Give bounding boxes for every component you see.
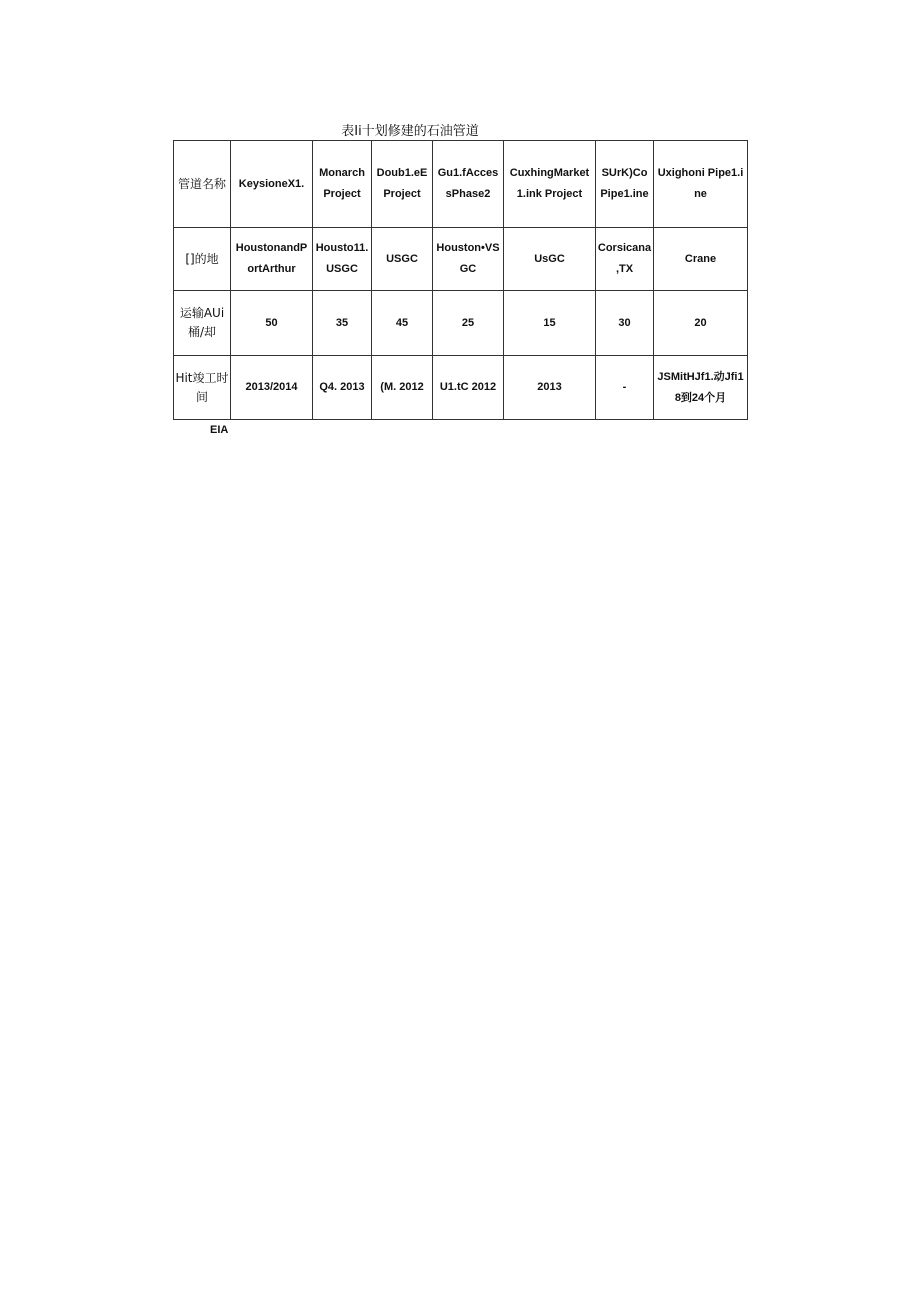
table-cell: USGC [372, 228, 433, 291]
pipeline-table [173, 140, 748, 420]
table-cell: 35 [313, 291, 372, 356]
table-cell: 20 [654, 291, 748, 356]
table-cell: HoustonandP ortArthur [231, 228, 313, 291]
table-cell: CuxhingMarket 1.ink Project [504, 141, 596, 228]
table-cell: JSMitHJf1.动Jfi18到24个月 [654, 356, 748, 420]
table-cell: Monarch Project [313, 141, 372, 228]
table-cell: KeysioneX1. [231, 141, 313, 228]
table-cell: Housto11. USGC [313, 228, 372, 291]
table-cell: Uxighoni Pipe1.ine [654, 141, 748, 228]
table-cell: 25 [433, 291, 504, 356]
row-header: 管道名称 [174, 141, 231, 228]
table-row [174, 291, 748, 356]
table-cell: 2013/2014 [231, 356, 313, 420]
table-cell: Doub1.eE Project [372, 141, 433, 228]
row-header: 运输AUi桶/却 [174, 291, 231, 356]
table-cell: SUrK)Co Pipe1.ine [596, 141, 654, 228]
table-caption: 表Ii十划修建的石油管道 [341, 124, 479, 139]
source-note: EIA [210, 424, 229, 436]
table-cell: 50 [231, 291, 313, 356]
table-cell: (M. 2012 [372, 356, 433, 420]
row-header: Hit竣工时间 [174, 356, 231, 420]
table-cell: Houston•VS GC [433, 228, 504, 291]
table-cell: Crane [654, 228, 748, 291]
table-cell: Corsicana ,TX [596, 228, 654, 291]
table-cell: - [596, 356, 654, 420]
table-cell: 15 [504, 291, 596, 356]
table-cell: 30 [596, 291, 654, 356]
table-cell: 2013 [504, 356, 596, 420]
table-cell: Q4. 2013 [313, 356, 372, 420]
table-row [174, 228, 748, 291]
table-cell: UsGC [504, 228, 596, 291]
table-row [174, 141, 748, 228]
table-row [174, 356, 748, 420]
table-cell: U1.tC 2012 [433, 356, 504, 420]
table-cell: 45 [372, 291, 433, 356]
row-header: []的地 [174, 228, 231, 291]
table-cell: Gu1.fAcces sPhase2 [433, 141, 504, 228]
